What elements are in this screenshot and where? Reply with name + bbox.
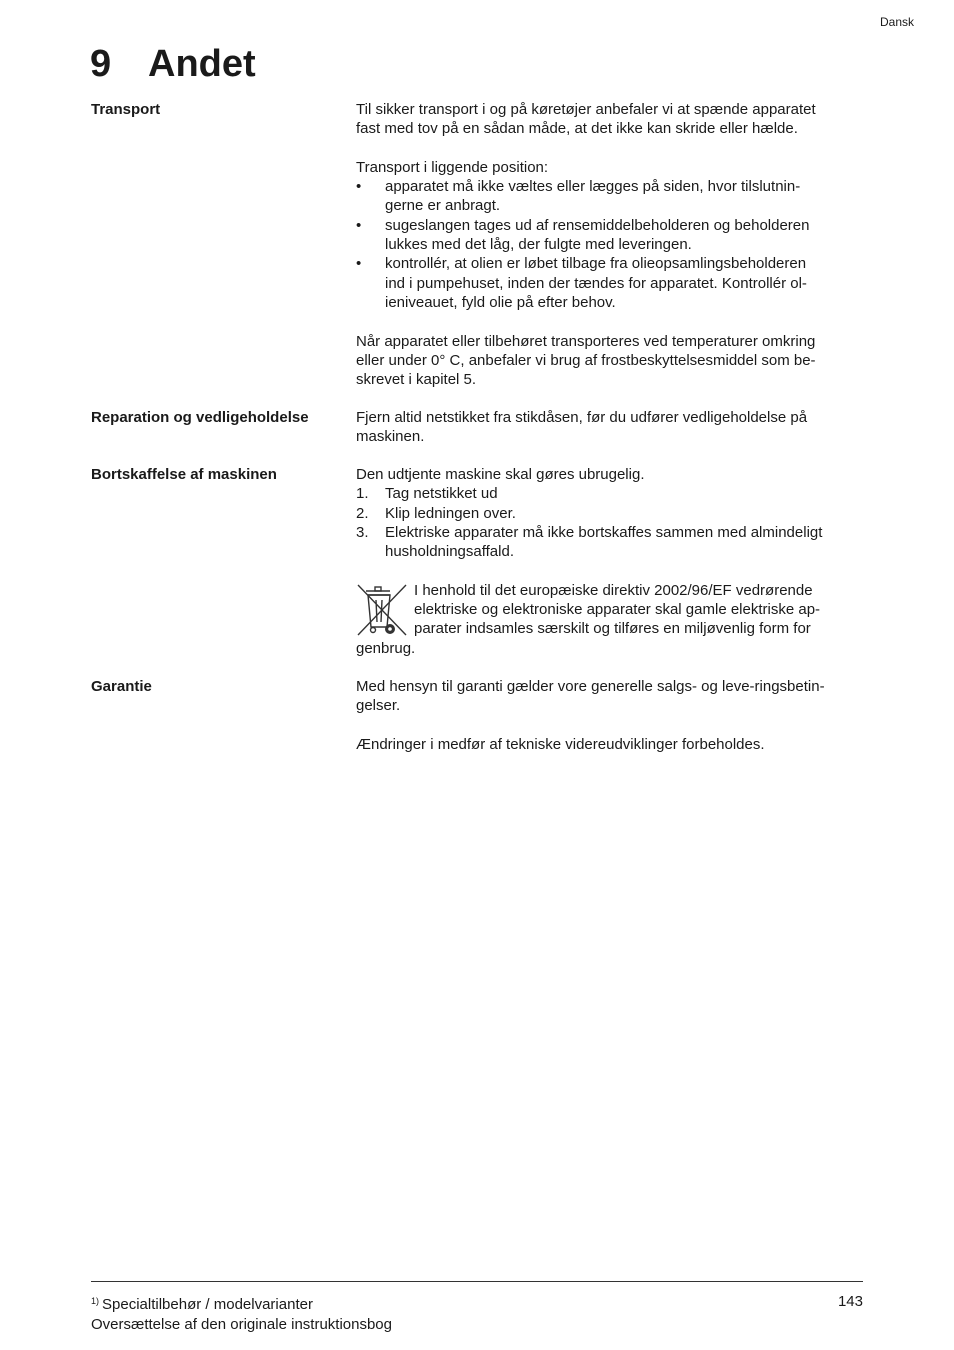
weee-line: genbrug. — [356, 639, 416, 657]
step-line: husholdningsaffald. — [385, 543, 514, 561]
repair-line: maskinen. — [356, 428, 425, 446]
bullet-line: kontrollér, at olien er løbet tilbage fra olieopsamlingsbeholderen — [385, 255, 807, 273]
footer-divider — [91, 1281, 863, 1282]
warranty-line: gelser. — [356, 697, 401, 715]
chapter-heading — [90, 40, 256, 88]
disposal-intro: Den udtjente maskine skal gøres ubrugelig. — [356, 466, 645, 483]
weee-notice — [356, 581, 861, 658]
crossed-out-wheelie-bin-icon — [356, 583, 408, 639]
changes-notice: Ændringer i medfør af tekniske videreudviklinger forbeholdes. — [356, 735, 765, 753]
bullet-line: apparatet må ikke væltes eller lægges på siden, hvor tilslutnin- — [385, 178, 801, 196]
bullet-item — [356, 254, 861, 312]
section-content-repair — [356, 408, 861, 447]
bullet-line: ind i pumpehuset, inden der tændes for apparatet. Kontrollér ol- — [385, 274, 807, 292]
bullet-line: gerne er anbragt. — [385, 197, 501, 215]
numbered-step — [356, 504, 861, 523]
bullet-line: lukkes med det låg, der fulgte med leveringen. — [385, 236, 692, 254]
step-number: 3. — [356, 523, 369, 541]
step-number: 2. — [356, 504, 369, 522]
chapter-number: 9 — [90, 43, 112, 85]
footnote-text: Specialtilbehør / modelvarianter — [102, 1296, 313, 1313]
translation-note: Oversættelse af den originale instruktionsbog — [91, 1315, 392, 1333]
transport-lying-heading: Transport i liggende position: — [356, 158, 549, 176]
section-label-disposal: Bortskaffelse af maskinen — [91, 466, 277, 483]
transport-intro-line: fast med tov på en sådan måde, at det ikke kan skride eller hælde. — [356, 120, 798, 138]
chapter-title: Andet — [148, 43, 256, 85]
weee-line: parater indsamles særskilt og tilføres en miljøvenlig form for — [414, 620, 811, 638]
page-footer — [91, 1292, 863, 1334]
step-line: Elektriske apparater må ikke bortskaffes sammen med almindeligt — [385, 523, 823, 541]
section-content-transport — [356, 100, 861, 389]
weee-line: elektriske og elektroniske apparater skal gamle elektriske ap- — [414, 601, 821, 619]
numbered-step — [356, 523, 861, 562]
weee-line: I henhold til det europæiske direktiv 2002/96/EF vedrørende — [414, 581, 813, 599]
repair-line: Fjern altid netstikket fra stikdåsen, før du udfører vedligeholdelse på — [356, 409, 808, 426]
language-label: Dansk — [880, 15, 915, 29]
transport-frost-line: eller under 0° C, anbefaler vi brug af frostbeskyttelsesmiddel som be- — [356, 351, 816, 369]
bullet-item — [356, 177, 861, 216]
bullet-marker: • — [356, 255, 362, 273]
bullet-line: sugeslangen tages ud af rensemiddelbeholderen og beholderen — [385, 216, 810, 234]
section-content-disposal — [356, 465, 861, 658]
step-line: Klip ledningen over. — [385, 504, 516, 522]
bullet-item — [356, 216, 861, 255]
transport-intro-line: Til sikker transport i og på køretøjer anbefaler vi at spænde apparatet — [356, 101, 816, 118]
step-number: 1. — [356, 485, 369, 503]
footnote-mark: 1) — [91, 1296, 100, 1306]
transport-frost-line: skrevet i kapitel 5. — [356, 371, 477, 389]
section-label-repair: Reparation og vedligeholdelse — [91, 409, 309, 426]
section-label-warranty: Garantie — [91, 678, 152, 695]
transport-frost-line: Når apparatet eller tilbehøret transporteres ved temperaturer omkring — [356, 332, 816, 350]
warranty-line: Med hensyn til garanti gælder vore generelle salgs- og leve-ringsbetin- — [356, 678, 825, 695]
bullet-marker: • — [356, 216, 362, 234]
page-number: 143 — [837, 1293, 863, 1310]
section-label-transport: Transport — [91, 101, 161, 118]
numbered-step — [356, 484, 861, 503]
bullet-line: ieniveauet, fyld olie på efter behov. — [385, 293, 616, 311]
step-line: Tag netstikket ud — [385, 485, 498, 503]
section-content-warranty — [356, 677, 861, 754]
bullet-marker: • — [356, 178, 362, 196]
footnote — [91, 1292, 863, 1315]
